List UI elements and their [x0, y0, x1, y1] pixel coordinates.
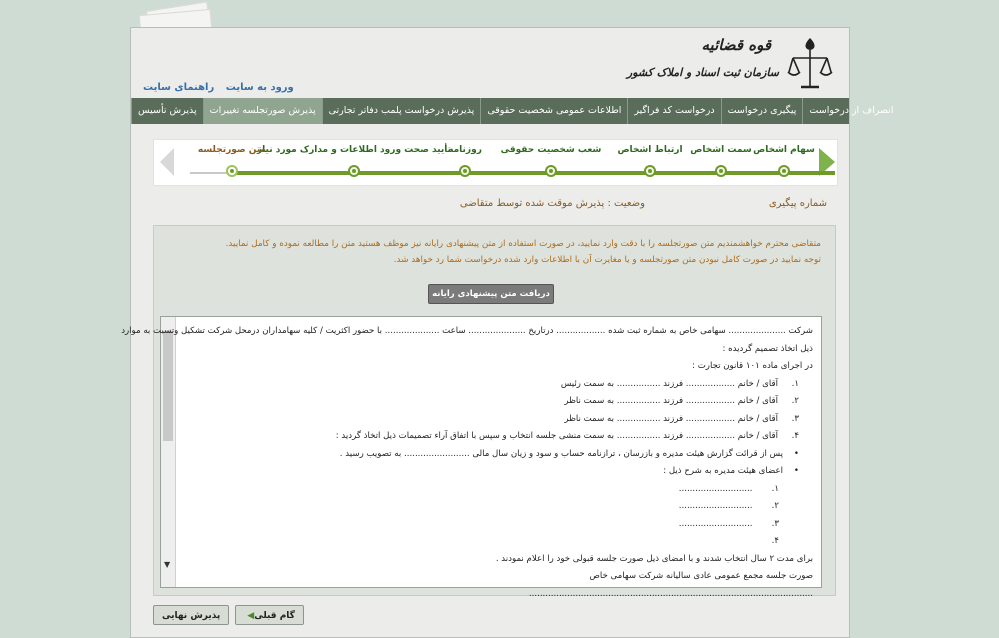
member-line	[185, 428, 813, 446]
board-number: ۳.	[771, 518, 779, 529]
board-number: ۲.	[771, 501, 779, 511]
step-check-icon	[348, 165, 360, 177]
main-menu	[131, 98, 894, 124]
step-label[interactable]: ارتباط اشخاص	[617, 145, 683, 155]
text-line: صورت جلسه مجمع عمومی عادی سالیانه شرکت سهامی خاص	[589, 571, 813, 581]
member-number: ۴.	[791, 431, 799, 441]
board-blank: ...........................	[678, 483, 753, 494]
logo-title: قوه قضائیه	[701, 36, 771, 54]
board-number: ۱.	[771, 483, 779, 494]
logo-subtitle: سازمان ثبت اسناد و املاک کشور	[626, 66, 779, 79]
board-blank: ...........................	[678, 518, 753, 529]
footer-buttons	[153, 605, 304, 625]
step-label[interactable]: سهام اشخاص	[753, 145, 815, 155]
member-line	[185, 393, 813, 411]
menu-item-seal-books[interactable]: پذیرش درخواست پلمب دفاتر تجارتی	[322, 98, 481, 124]
step-label[interactable]: شعب شخصیت حقوقی	[500, 145, 602, 155]
header	[131, 28, 849, 98]
minutes-textarea[interactable]	[121, 316, 822, 599]
logo	[626, 34, 833, 94]
text-line: برای مدت ۲ سال انتخاب شدند و با امضای ذیل صورت جلسه قبولی خود را اعلام نمودند .	[495, 553, 813, 564]
member-number: ۱.	[791, 378, 799, 389]
board-line	[185, 533, 813, 551]
member-line	[185, 411, 813, 429]
step-label[interactable]: سمت اشخاص	[690, 145, 752, 155]
text-line: شرکت ..................... سهامی خاص به شماره ثبت شده .................. درتاریخ ..................... ساعت .................... با حضور اکثریت / کلیه سهامداران درمحل شرکت تشکیل وتسبت به موارد	[121, 326, 813, 336]
menu-item-track-request[interactable]: پیگیری درخواست	[721, 98, 803, 124]
menu-item-establishment[interactable]: پذیرش تأسیس	[131, 98, 203, 124]
scroll-down-icon[interactable]: ▼	[164, 560, 171, 569]
scrollbar-thumb[interactable]	[163, 331, 173, 441]
status-text: وضعیت : پذیرش موقت شده توسط متقاضی	[459, 198, 645, 209]
stepper-prev-arrow-icon[interactable]	[160, 148, 174, 176]
step-label-current[interactable]: متن صورتجلسه	[197, 145, 267, 155]
step-check-icon	[778, 165, 790, 177]
menu-item-global-code[interactable]: درخواست کد فراگیر	[627, 98, 720, 124]
board-line	[185, 498, 813, 516]
menu-item-legal-info[interactable]: اطلاعات عمومی شخصیت حقوقی	[480, 98, 627, 124]
textarea-scrollbar[interactable]	[161, 317, 176, 587]
notice-line: توجه نمایید در صورت کامل نبودن متن صورتجلسه و یا مغایرت آن با اطلاعات وارد شده درخواست شما رد خواهد شد.	[393, 255, 821, 265]
wizard-stepper	[153, 139, 838, 186]
login-link[interactable]: ورود به سایت	[225, 82, 294, 93]
member-text: آقای / خانم .................. فرزند ................ به سمت ناظر	[564, 413, 778, 424]
minutes-text	[121, 323, 813, 603]
bullet-line: • اعضای هیئت مدیره به شرح ذیل :	[663, 466, 799, 476]
member-number: ۲.	[791, 396, 799, 406]
board-number: ۴.	[771, 536, 779, 546]
menu-item-change-minutes[interactable]: پذیرش صورتجلسه تغییرات	[203, 98, 322, 124]
previous-step-button[interactable]	[235, 605, 304, 625]
text-line: ذیل اتخاذ تصمیم گردیده :	[722, 343, 813, 354]
text-line: ........................................................................................................	[528, 588, 813, 599]
help-link[interactable]: راهنمای سایت	[143, 82, 215, 93]
step-label[interactable]: روزنامه	[448, 145, 482, 155]
page-container	[121, 27, 894, 638]
step-check-icon	[459, 165, 471, 177]
text-line: در اجرای ماده ۱۰۱ قانون تجارت :	[692, 361, 813, 371]
board-blank: ...........................	[678, 501, 753, 511]
notice-line: متقاضی محترم خواهشمندیم متن صورتجلسه را با دقت وارد نمایید، در صورت استفاده از متن پیشنهادی رایانه نیز موظف هستید متن را مطالعه نموده و کامل نمایید.	[225, 239, 821, 249]
minutes-panel	[121, 225, 836, 599]
menu-item-cancel-request[interactable]: انصراف از درخواست	[802, 98, 899, 124]
scales-emblem-icon	[787, 36, 833, 92]
step-label[interactable]: تأیید صحت ورود اطلاعات و مدارک مورد نیاز	[256, 145, 452, 155]
previous-step-label: گام قبلی	[254, 611, 295, 621]
step-current-icon	[226, 165, 238, 177]
tracking-number-label: شماره پیگیری	[768, 198, 827, 209]
fetch-suggested-text-button[interactable]: دریافت متن پیشنهادی رایانه	[428, 284, 554, 304]
member-text: آقای / خانم .................. فرزند ................ به سمت منشی جلسه انتخاب و سپس با اتفاق آراء تصمیمات ذیل اتخاذ گردید :	[335, 431, 778, 441]
member-text: آقای / خانم .................. فرزند ................ به سمت رئیس	[560, 378, 778, 389]
member-number: ۳.	[791, 413, 799, 424]
bullet-text: پس از قرائت گزارش هیئت مدیره و بازرسان ، ترازنامه حساب و سود و زیان سال مالی ........................ به تصویب رسید .	[339, 448, 783, 459]
member-line	[185, 376, 813, 394]
final-accept-button[interactable]	[153, 605, 229, 625]
bullet-text: اعضای هیئت مدیره به شرح ذیل :	[663, 466, 783, 476]
notice-text	[171, 236, 821, 268]
bullet-line: • پس از قرائت گزارش هیئت مدیره و بازرسان ، ترازنامه حساب و سود و زیان سال مالی ........................ به تصویب رسید .	[339, 448, 799, 459]
step-check-icon	[545, 165, 557, 177]
board-line	[185, 481, 813, 499]
top-links	[135, 82, 294, 93]
stepper-track-progress	[232, 171, 835, 175]
final-accept-label: پذیرش نهایی	[162, 611, 221, 621]
step-check-icon	[644, 165, 656, 177]
board-line	[185, 516, 813, 534]
arrow-left-icon: ◀	[247, 611, 255, 621]
member-text: آقای / خانم .................. فرزند ................ به سمت ناظر	[564, 396, 778, 406]
step-check-icon	[715, 165, 727, 177]
